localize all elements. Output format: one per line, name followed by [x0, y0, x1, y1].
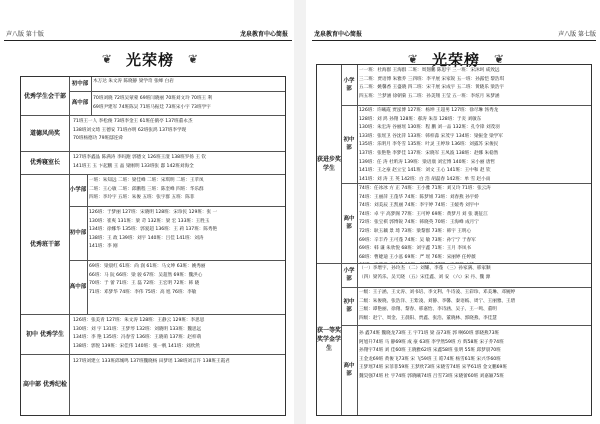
- sub-label: 高中部: [69, 284, 87, 290]
- right-header-title: 龙泉教育中心简报: [314, 31, 363, 38]
- sub-label: 初中部: [71, 81, 89, 87]
- section-cell: 70班刘晓 72班吴蒙蒙 69班闫晓丽 70班刘文玲 70班王 利 69班尹建军 74班陈吴 71班马振廷 73班宋小宇 73班学宇: [93, 96, 213, 110]
- section-label: 道德风尚奖: [29, 129, 60, 137]
- sub-label: 初中部: [69, 230, 87, 236]
- section-cell: 一班：朱知远 二班：梁佳峰 二班：宋琪明 二班：王苹凤 二班：王心敏 二班：邱鹏程 三班：陈奎峰 四班：华乐群 四班：李玲宇 五班：朱俊 五班：张宇群 五班：陈菲: [89, 178, 204, 201]
- section-label: 初中 优秀学生: [25, 330, 65, 338]
- row-divider: [341, 325, 591, 326]
- row-divider: [341, 183, 591, 184]
- section-label: 优秀学生会干部: [23, 92, 66, 100]
- right-header-rule: [312, 40, 596, 41]
- col-divider: [341, 65, 342, 415]
- section-label: 优秀寝室长: [29, 158, 60, 166]
- section-cell: 木万达 朱文涛 陈晓静 梁学奇 张峰 白岩: [93, 79, 174, 84]
- section-cell: 127班李鑫晶 陈满涛 李吗跑 郭德文 126班王澄 138班罗扬 王 钦 141班王 玉 卞起鹏 王 晶 梁刚明 133班张 邸 142班刘海全: [73, 155, 206, 169]
- sub-label: 高中部: [343, 363, 355, 377]
- left-page: [0, 0, 294, 424]
- left-header-rule: [4, 40, 292, 41]
- sub-label: 小学部: [343, 268, 355, 282]
- section-cell: 126班：于梦丽 127班：宋晓明 128班：宋珍民 129班：张 一 130班：崔爽 131班：梁 苛 132班：梁 宏 133班：王胜玉 134班：徐娜华 135班：郭爱超 136班：王 莉 137班：陈秀艳 138班：王 政 139班：刘宇 140班：吕佳 141班：刘涛 141班：李 刚: [89, 210, 218, 250]
- section-cell: 126班：许曦霞 贾泓博 127班：杨坤 王超男 127班：徐尽琳 汤秀龙 128班：刘 鸿 孙翔 128班：郝涛 朱奈 128班：于炎 刘敏东 130班：朱宏涛 谷丽瑶 130班：程 鹏 刘一品 132班：孔令锋 刘茂羽 133班：张瑶卫 谷沈萍 133班：韩梓淼 宋茂宇 134班：梁振金 梁学军 135班：乐明月 李冬雪 135班：叶灵 王婷珍 136班：刘露苏 宋俊民 137班：张艳艳 李梦佳 137班：宋晓军 王凤波 138班：赵娜 朱稳然 139班：任 涛 杜昕涛 139班：梁语康 刘宏博 140班：宋小丽 唐哲 141班：王之豪 赵立宝 141班：刘文 王心 141班：王中和 赵 钦 141班：刘 涛 王 英 142班：白 浩 胡磊春 142班：单 雪 赵小雨: [359, 108, 503, 182]
- left-banner-title: 光荣榜: [125, 50, 174, 69]
- row-divider: [69, 91, 285, 92]
- section-label: 高中部 优秀纪检: [22, 381, 68, 388]
- right-header-edition: 声八版 第七版: [558, 31, 596, 38]
- col-divider: [357, 65, 358, 415]
- section-cell: 71班王一人 李松俊 73班李金王 61班任鹤亭 137班董永杰 138班刘文琦 王德安 71班亦明 62班张鸿 137班李学现 70班杨德功 79班邸连舜: [73, 119, 193, 142]
- section-cell: 74班：任冰冰 方 正 74班：王小雅 71班：刘又玲 71班：张云涛 74班：王丽萍 王蓬华 74班：陈梦姐 73班：刘春燕 孙宇娇 74班：刘美辰 王凯丽 74班：李宇婷 74班：王媛秀 刘宇中 74班：卓 宇 高梦阁 77班：王可婷 69班：黄梦月 刘 张 裹征江 72班：张宝祺 郭博锐 74班：韩晓英 70班：王海峰 成月宁 72班：耿玉藕 景 琦 73班：梁黎群 73班：韩宇 王明心 69班：辛丰乔 王可蓬 74班：吴 敏 73班：孙宁宁 于春军 69班：韩 谦 朱欣悦 68班：刘宇鑫 71班：王月 李凤书 68班：曹婕迪 王小泓 69班：严 瑶 76班：宋丽婷 任婷薇: [359, 186, 491, 260]
- heart-flower-icon: ❦: [494, 52, 505, 66]
- sub-label: 初中部: [343, 299, 355, 313]
- section-cell: 一级：王子涵、王文涛、刘书培、李文利、牛诗凌、王彩珍、邓美琳、邓婉婷 二级：朱俊晓、张浩洋、王紫凌、刘静、李馨、秦语嫣、周宁、王丽雅、王碧 三级：谭艳丽、徐翔、黎春、邢嘉怡、李诗涵、吴子、王一鸣、董明 四级：赵宁、周金、王晨阳、贾鑫、张浩、董晓林、郭晓燕、李佳慧: [359, 290, 516, 321]
- section-cell: 一一班：杜海群 王海群 二班：周翅鹏 陈思宇 三一班：宋沐珂 咸致远 三二班：贾语博 朱雅乔 三四班：李平展 宋家锐 五一班：孙露恺 黎浩琪 五二班：姚馨香 王盛晓 四二班：宋千展 宋成宇 五二班：黄晓乐 梁浩宇 四五班：兰梦涵 徐朝菊 五二班：孙美翔 王莹 五一班：李炫月 朱梦涵: [359, 68, 505, 99]
- right-page: [306, 0, 600, 424]
- row-divider: [317, 263, 591, 264]
- col-divider: [91, 77, 92, 115]
- heart-flower-icon: ❦: [188, 52, 199, 66]
- row-divider: [69, 206, 285, 207]
- left-banner: [40, 44, 260, 74]
- heart-flower-icon: ❦: [407, 52, 418, 66]
- sub-label: 高中部: [343, 216, 355, 230]
- row-divider: [341, 287, 591, 288]
- section-label: 优秀班干部: [29, 240, 60, 248]
- left-header-edition: 声八版 第十版: [6, 31, 44, 38]
- section-label: 获一等奖奖学金学生: [317, 326, 342, 352]
- sub-label: 初中部: [343, 137, 355, 151]
- section-cell: 孙 鑫74班 魏晓龙73班 王 宇71班 梁 奋73班 郭 啊60班 郭晓燕73班 阿旭升74班 马 静69班 成 豪 63班 李学然59班 方 辉58班 宋子乔74班 孙翔宇74班 刘 佳60班 王晓雅62班 宋鑫58班 张明 55班 邱梦晨70班 王金龙69班 黄俊飞73班 宋 飞59班 王 皓74班 杨雪61班 宋兴华60班 王梦瑶74班 宋菲菲59班 王梦欣73班 宋晓雪74班 宋芊61班 金文鹏69班 魏昊强74班 杜 宇74班 郭晓曦74班 吕雪73班 宋晓蕾60班 刘嘉颖75班: [359, 331, 508, 379]
- right-banner-title: 光荣榜: [431, 50, 480, 69]
- row-divider: [69, 260, 285, 261]
- row-divider: [341, 105, 591, 106]
- section-label: 获进步奖学生: [317, 156, 342, 172]
- sub-label: 小学部: [343, 78, 355, 92]
- section-cell: 69班：梁晨红 61班：尚 润 61班：马文坤 63班：姚秀丽 66班：马 阮 66班：梁 骏 67班：吴超然 69班：魏洪心 70班：于 蕾 71班：王 磊 72班：王宏明 72班：韩 晓 71班：邓梦华 74班：李伟 75班：高 旭 76班：李敏: [89, 264, 206, 295]
- section-cell: 127班刘建立 133班邱城鸣 137班魏晓杨 田梦瑶 138班刘言许 138班王霞君: [73, 359, 230, 364]
- section-cell: （一）李增宇、孙玲杰 （二）刘耀、李蓬 （三）孙家满、邢家顺 （四）梁芮乐、吴天晓 （五）宋佳鑫、刘 安 （六）宋 丹、魏 源: [359, 266, 491, 280]
- col-divider: [69, 77, 70, 415]
- sub-label: 小学部: [69, 187, 87, 193]
- col-divider: [87, 174, 88, 314]
- sub-label: 高中部: [71, 100, 89, 106]
- page-gutter: [294, 0, 306, 424]
- heart-flower-icon: ❦: [101, 52, 112, 66]
- section-cell: 126班：张美青 127班：朱文涛 128班：王静云 129班：李思思 130班：刘 宇 131班：王梦琴 132班：刘晓明 133班：魏思远 134班：李 艳 135班：冯春雪 136班：王晓萌 137班：赵梓萌 138班：郭悦 139班：宋佳伟 140班：张一帆 141班：刘欣然: [73, 318, 205, 349]
- left-header-title: 龙泉教育中心简报: [239, 31, 288, 38]
